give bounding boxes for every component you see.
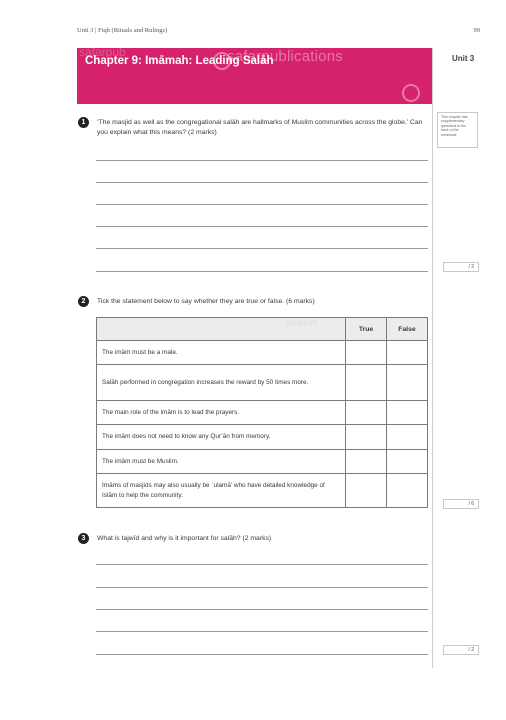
table-row: [97, 450, 428, 474]
answer-line[interactable]: [96, 182, 428, 183]
true-tick-cell[interactable]: [346, 341, 387, 365]
table-row: [97, 474, 428, 508]
table-row: [97, 341, 428, 365]
answer-line[interactable]: [96, 226, 428, 227]
answer-line[interactable]: [96, 587, 428, 588]
unit-label: Unit 3: [452, 54, 475, 63]
table-row: [97, 425, 428, 450]
statement-cell: The imām must be a male.: [97, 341, 346, 365]
answer-line[interactable]: [96, 654, 428, 655]
answer-line[interactable]: [96, 564, 428, 565]
question-3-number: 3: [78, 533, 89, 544]
question-2-marks-box[interactable]: / 6: [443, 499, 479, 509]
banner-watermark: safarpublications: [227, 48, 343, 65]
answer-line[interactable]: [96, 248, 428, 249]
question-2-text: Tick the statement below to say whether they are true or false. (6 marks): [97, 298, 315, 305]
false-tick-cell[interactable]: [387, 425, 428, 450]
running-head: Unit 3 | Fiqh (Rituals and Rulings): [77, 27, 168, 34]
true-tick-cell[interactable]: [346, 425, 387, 450]
true-tick-cell[interactable]: [346, 365, 387, 401]
question-1-text: ‘The masjid as well as the congregational salāh are hallmarks of Muslim communities across the globe.’ Can you explain what this means? (2 marks): [97, 119, 423, 136]
chapter-banner: [77, 48, 432, 104]
false-column-header: False: [387, 318, 428, 341]
supplementary-note: This chapter has supplementary questions in the back of the workbook: [437, 112, 478, 148]
publisher-logo-icon: [402, 84, 420, 102]
answer-line[interactable]: [96, 271, 428, 272]
question-3-text: What is tajwīd and why is it important for salāh? (2 marks): [97, 535, 272, 542]
false-tick-cell[interactable]: [387, 474, 428, 508]
question-1-marks-box[interactable]: / 2: [443, 262, 479, 272]
answer-line[interactable]: [96, 160, 428, 161]
statement-cell: The main role of the imām is to lead the prayers.: [97, 401, 346, 425]
table-row: [97, 365, 428, 401]
true-tick-cell[interactable]: [346, 401, 387, 425]
page-number: 99: [473, 27, 480, 34]
statement-cell: The imām does not need to know any Qur’ān from memory.: [97, 425, 346, 450]
question-3-marks-box[interactable]: / 2: [443, 645, 479, 655]
table-watermark: safarpub: [286, 318, 318, 327]
false-tick-cell[interactable]: [387, 341, 428, 365]
true-false-table: [96, 317, 428, 508]
chapter-title: Chapter 9: Imāmah: Leading Salāh: [85, 55, 274, 67]
banner-watermark-faint: safarpub: [79, 48, 126, 59]
question-1-number: 1: [78, 117, 89, 128]
table-row: [97, 401, 428, 425]
true-column-header: True: [346, 318, 387, 341]
answer-line[interactable]: [96, 609, 428, 610]
true-tick-cell[interactable]: [346, 474, 387, 508]
false-tick-cell[interactable]: [387, 401, 428, 425]
false-tick-cell[interactable]: [387, 365, 428, 401]
false-tick-cell[interactable]: [387, 450, 428, 474]
statement-cell: The imām must be Muslim.: [97, 450, 346, 474]
margin-divider: [432, 48, 433, 668]
answer-line[interactable]: [96, 204, 428, 205]
true-tick-cell[interactable]: [346, 450, 387, 474]
statement-cell: Imāms of masjids may also usually be ʿulamā’ who have detailed knowledge of Islām to help the community.: [97, 474, 346, 508]
statement-cell: Salāh performed in congregation increases the reward by 50 times more.: [97, 365, 346, 401]
answer-line[interactable]: [96, 631, 428, 632]
question-2-number: 2: [78, 296, 89, 307]
